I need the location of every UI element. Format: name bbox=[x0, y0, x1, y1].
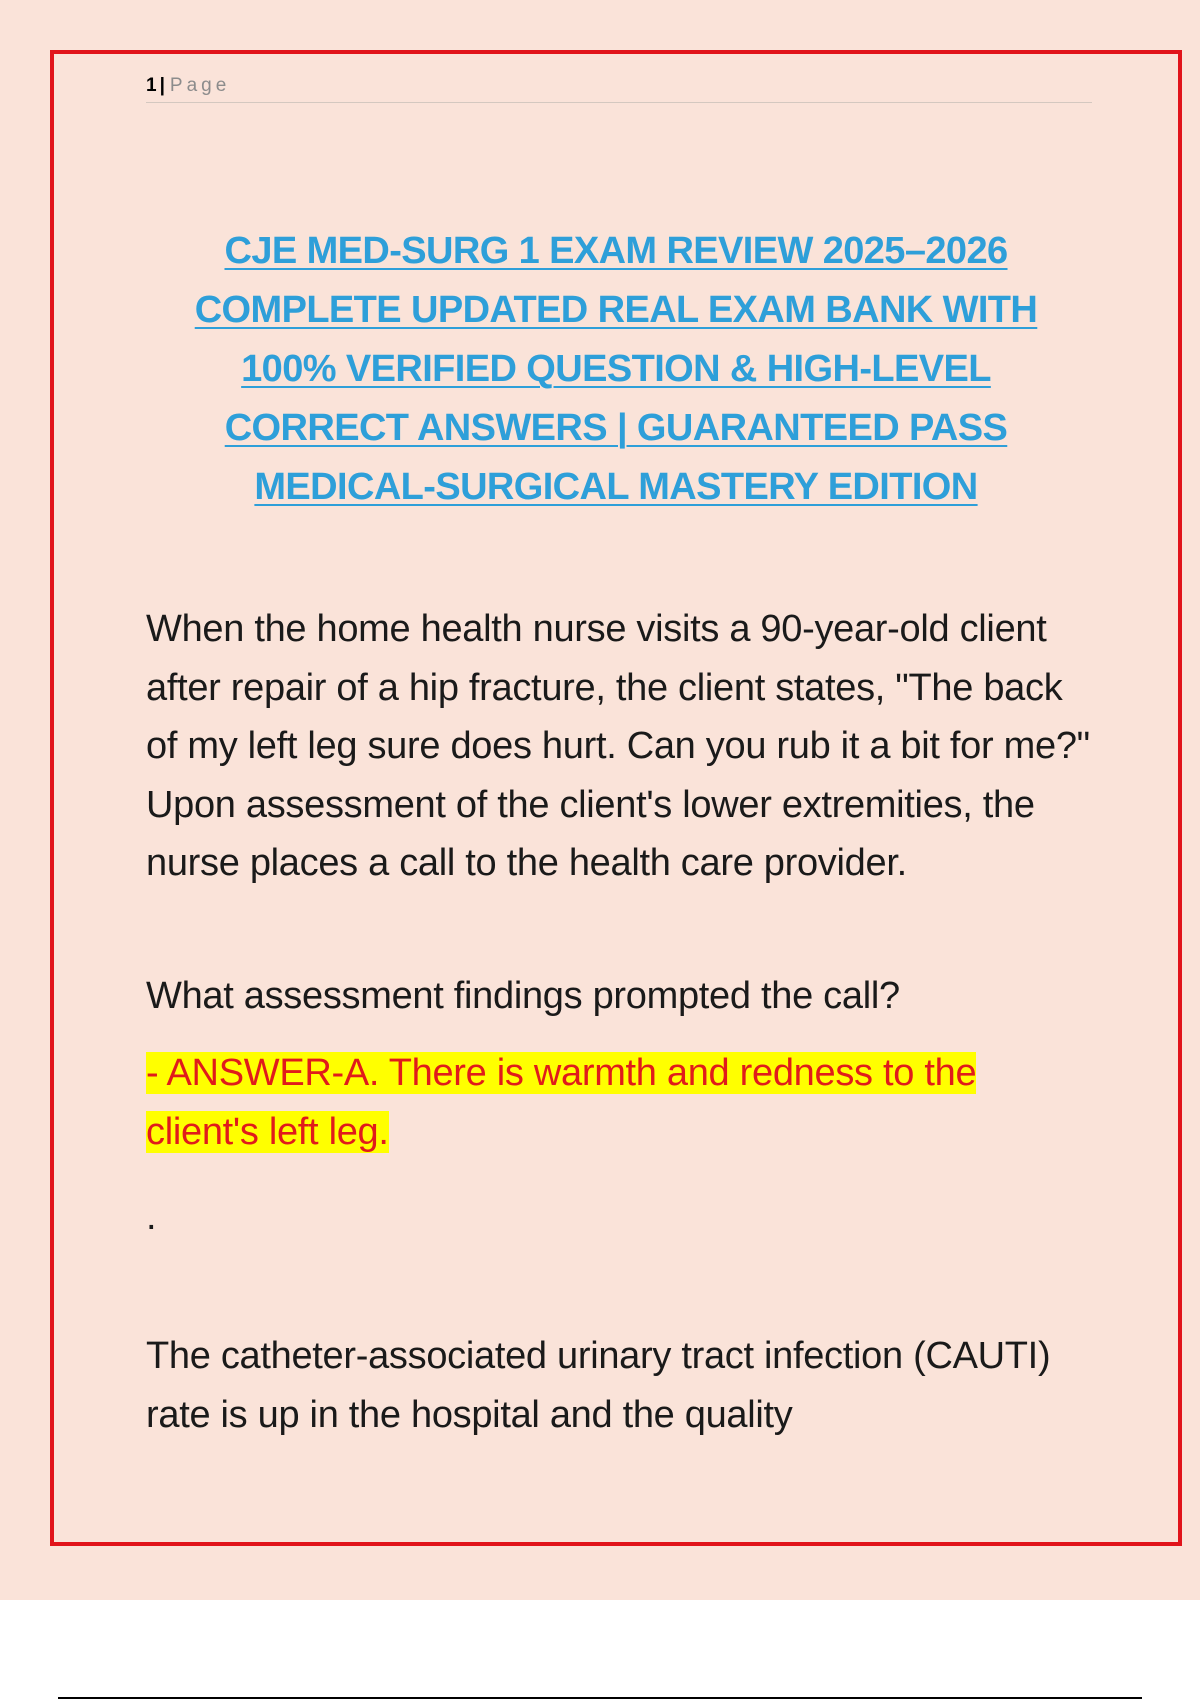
page-label: Page bbox=[169, 75, 231, 96]
page-header bbox=[146, 74, 1092, 103]
question-1-answer bbox=[146, 1044, 1096, 1161]
question-2-stem: The catheter-associated urinary tract infection (CAUTI) rate is up in the hospital and the quality bbox=[146, 1335, 1051, 1436]
separator-dot: . bbox=[146, 1196, 157, 1238]
document-title: CJE MED-SURG 1 EXAM REVIEW 2025–2026 COMPLETE UPDATED REAL EXAM BANK WITH 100% VERIFIED QUESTION & HIGH-LEVEL CORRECT ANSWERS | GUARANTEED PASS MEDICAL-SURGICAL MASTERY EDITION bbox=[194, 230, 1038, 508]
question-1-stem: When the home health nurse visits a 90-year-old client after repair of a hip fracture, the client states, "The back of my left leg sure does hurt. Can you rub it a bit for me?" Upon assessment of the client's lower extremities, the nurse places a call to the health care provider. bbox=[146, 608, 1090, 884]
page-header-separator: | bbox=[159, 75, 165, 96]
question-1-prompt: What assessment findings prompted the call? bbox=[146, 975, 900, 1017]
bottom-divider bbox=[58, 1697, 1142, 1699]
answer-highlighted-text: - ANSWER-A. There is warmth and redness to the client's left leg. bbox=[146, 1052, 977, 1153]
page-number: 1 bbox=[146, 75, 157, 96]
